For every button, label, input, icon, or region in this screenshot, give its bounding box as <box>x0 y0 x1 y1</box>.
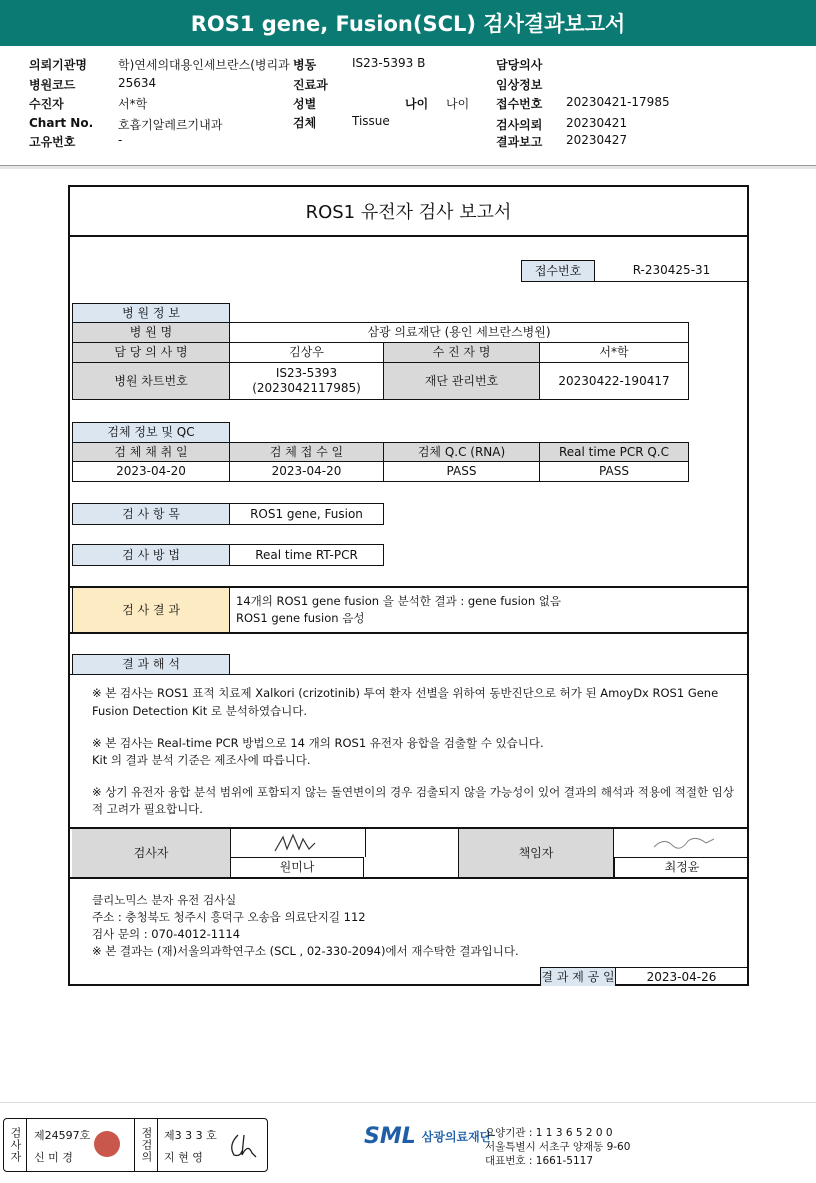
hospital-section-header: 병 원 정 보 <box>72 303 230 323</box>
rna-qc-label: 검체 Q.C (RNA) <box>383 442 540 462</box>
hospital-name-value: 삼광 의료재단 (용인 세브란스병원) <box>229 322 689 343</box>
chart-no-line2: (2023042117985) <box>252 381 361 395</box>
examiner-license: 제24597호 <box>34 1129 91 1142</box>
seal-icon <box>94 1131 120 1157</box>
examiner-col-label <box>4 1119 27 1171</box>
doctor-label: 담 당 의 사 명 <box>72 342 230 363</box>
header-label: 의뢰기관명 <box>29 58 87 72</box>
test-result-line1: 14개의 ROS1 gene fusion 을 분석한 결과 : gene fusion 없음 <box>236 594 561 608</box>
examiner-label: 검사자 <box>72 829 230 877</box>
rna-qc-value: PASS <box>383 461 540 482</box>
header-label: 수진자 <box>29 97 64 111</box>
checker-signature-image <box>226 1131 262 1161</box>
hospital-name-label: 병 원 명 <box>72 322 230 343</box>
interpretation-text: ※ 본 검사는 Real-time PCR 방법으로 14 개의 ROS1 유전자 융합을 검출할 수 있습니다. <box>92 736 544 750</box>
provide-date-label: 결 과 제 공 일 <box>540 967 616 986</box>
examiner-signature-image <box>231 829 365 857</box>
header-value: 서*학 <box>118 97 148 111</box>
test-method-value: Real time RT-PCR <box>229 544 384 566</box>
divider <box>70 877 747 879</box>
lab-note: ※ 본 결과는 (재)서울의과학연구소 (SCL , 02-330-2094)에서 재수탁한 결과입니다. <box>92 944 519 958</box>
checker-name-footer: 지 현 영 <box>164 1151 203 1164</box>
interpretation-text: Kit 의 결과 분석 기준은 제조사에 따릅니다. <box>92 753 311 767</box>
lab-address: 주소 : 충청북도 청주시 흥덕구 오송읍 의료단지길 112 <box>92 910 366 924</box>
specimen-section-header: 검체 정보 및 QC <box>72 422 230 443</box>
header-value: - <box>118 133 123 147</box>
org-address: 서울특별시 서초구 양재동 9-60 <box>485 1141 631 1153</box>
lab-inquiry: 검사 문의 : 070-4012-1114 <box>92 927 241 941</box>
header-value: 나이 <box>446 97 470 111</box>
checker-col-label <box>134 1119 158 1171</box>
doctor-value: 김상우 <box>229 342 384 363</box>
header-label: 접수번호 <box>496 97 543 111</box>
test-result-label: 검 사 결 과 <box>72 588 230 632</box>
receive-date-value: 2023-04-20 <box>229 461 384 482</box>
footer-stamp-box <box>3 1118 268 1172</box>
examiner-col-text: 검사자 <box>9 1127 22 1163</box>
interpretation-text: Fusion Detection Kit 로 분석하였습니다. <box>92 704 308 718</box>
org-tel: 대표번호 : 1661-5117 <box>485 1155 594 1167</box>
logo <box>364 1124 491 1149</box>
header-label: Chart No. <box>29 116 94 130</box>
pcr-qc-value: PASS <box>539 461 689 482</box>
chart-no-label: 병원 차트번호 <box>72 362 230 400</box>
pcr-qc-label: Real time PCR Q.C <box>539 442 689 462</box>
receipt-value: R-230425-31 <box>594 260 749 282</box>
lab-name: 클리노믹스 분자 유전 검사실 <box>92 893 237 907</box>
test-method-label: 검 사 방 법 <box>72 544 230 566</box>
blank-cell <box>363 829 459 877</box>
receive-date-label: 검 체 접 수 일 <box>229 442 384 462</box>
org-info <box>485 1126 630 1168</box>
divider <box>70 674 747 675</box>
interpretation-text: 적 고려가 필요합니다. <box>92 802 203 816</box>
header-value: 25634 <box>118 76 157 90</box>
report-title: ROS1 유전자 검사 보고서 <box>305 202 512 223</box>
header-label: 병동 <box>293 58 317 72</box>
interpretation-text: ※ 상기 유전자 융합 분석 범위에 포함되지 않는 돌연변이의 경우 검출되지 않을 가능성이 있어 결과의 해석과 적용에 적절한 임상 <box>92 785 734 799</box>
header-label: 결과보고 <box>496 135 543 149</box>
chart-no-line1: IS23-5393 <box>275 366 338 380</box>
header-label: 담당의사 <box>496 58 543 72</box>
header-shadow <box>0 166 816 169</box>
header-label: 검체 <box>293 116 317 130</box>
logo-name: 삼광의료재단 <box>421 1130 492 1144</box>
examiner-signature <box>230 829 366 857</box>
examiner-name-footer: 신 미 경 <box>34 1151 73 1164</box>
header-value: 호흡기알레르기내과 <box>118 118 223 132</box>
foundation-no-label: 재단 관리번호 <box>383 362 540 400</box>
header-value: IS23-5393 B <box>352 56 426 70</box>
provide-date-value: 2023-04-26 <box>615 967 747 986</box>
interpretation-section-header: 결 과 해 석 <box>72 654 230 675</box>
divider <box>70 632 747 634</box>
header-label: 성별 <box>293 97 317 111</box>
collect-date-value: 2023-04-20 <box>72 461 230 482</box>
header-label: 고유번호 <box>29 135 76 149</box>
header-label: 진료과 <box>293 78 328 92</box>
logo-abbr: SML <box>364 1124 416 1149</box>
chart-no-value <box>229 362 384 400</box>
patient-value: 서*학 <box>539 342 689 363</box>
header-value: 20230421 <box>566 116 628 130</box>
header-info <box>0 50 816 160</box>
patient-label: 수 진 자 명 <box>383 342 540 363</box>
collect-date-label: 검 체 채 취 일 <box>72 442 230 462</box>
report-box <box>68 185 749 986</box>
header-value: 20230427 <box>566 133 628 147</box>
checker-col-text: 점검의 <box>140 1127 153 1163</box>
test-item-label: 검 사 항 목 <box>72 503 230 525</box>
responsible-name: 최정윤 <box>614 857 749 877</box>
interpretation-text: ※ 본 검사는 ROS1 표적 치료제 Xalkori (crizotinib) 투여 환자 선별을 위하여 동반진단으로 허가 된 AmoyDx ROS1 Gene <box>92 686 719 700</box>
header-label: 나이 <box>405 97 429 111</box>
examiner-name: 원미나 <box>230 857 364 877</box>
org-code: 요양기관 : 1 1 3 6 5 2 0 0 <box>485 1127 613 1139</box>
header-label: 검사의뢰 <box>496 118 543 132</box>
responsible-signature-image <box>614 829 749 857</box>
checker-license: 제3 3 3 호 <box>164 1129 217 1142</box>
header-value: 20230421-17985 <box>566 95 670 109</box>
header-value: Tissue <box>352 114 390 128</box>
foundation-no-value: 20230422-190417 <box>539 362 689 400</box>
test-result-line2: ROS1 gene fusion 음성 <box>236 611 365 625</box>
header-value: 학)연세의대용인세브란스(병리과 <box>118 58 290 72</box>
receipt-label: 접수번호 <box>521 260 595 282</box>
test-item-value: ROS1 gene, Fusion <box>229 503 384 525</box>
divider <box>70 235 747 237</box>
header-label: 임상정보 <box>496 78 543 92</box>
page-title: ROS1 gene, Fusion(SCL) 검사결과보고서 <box>0 0 816 46</box>
responsible-label: 책임자 <box>458 829 614 877</box>
header-label: 병원코드 <box>29 78 76 92</box>
responsible-signature <box>614 829 749 857</box>
